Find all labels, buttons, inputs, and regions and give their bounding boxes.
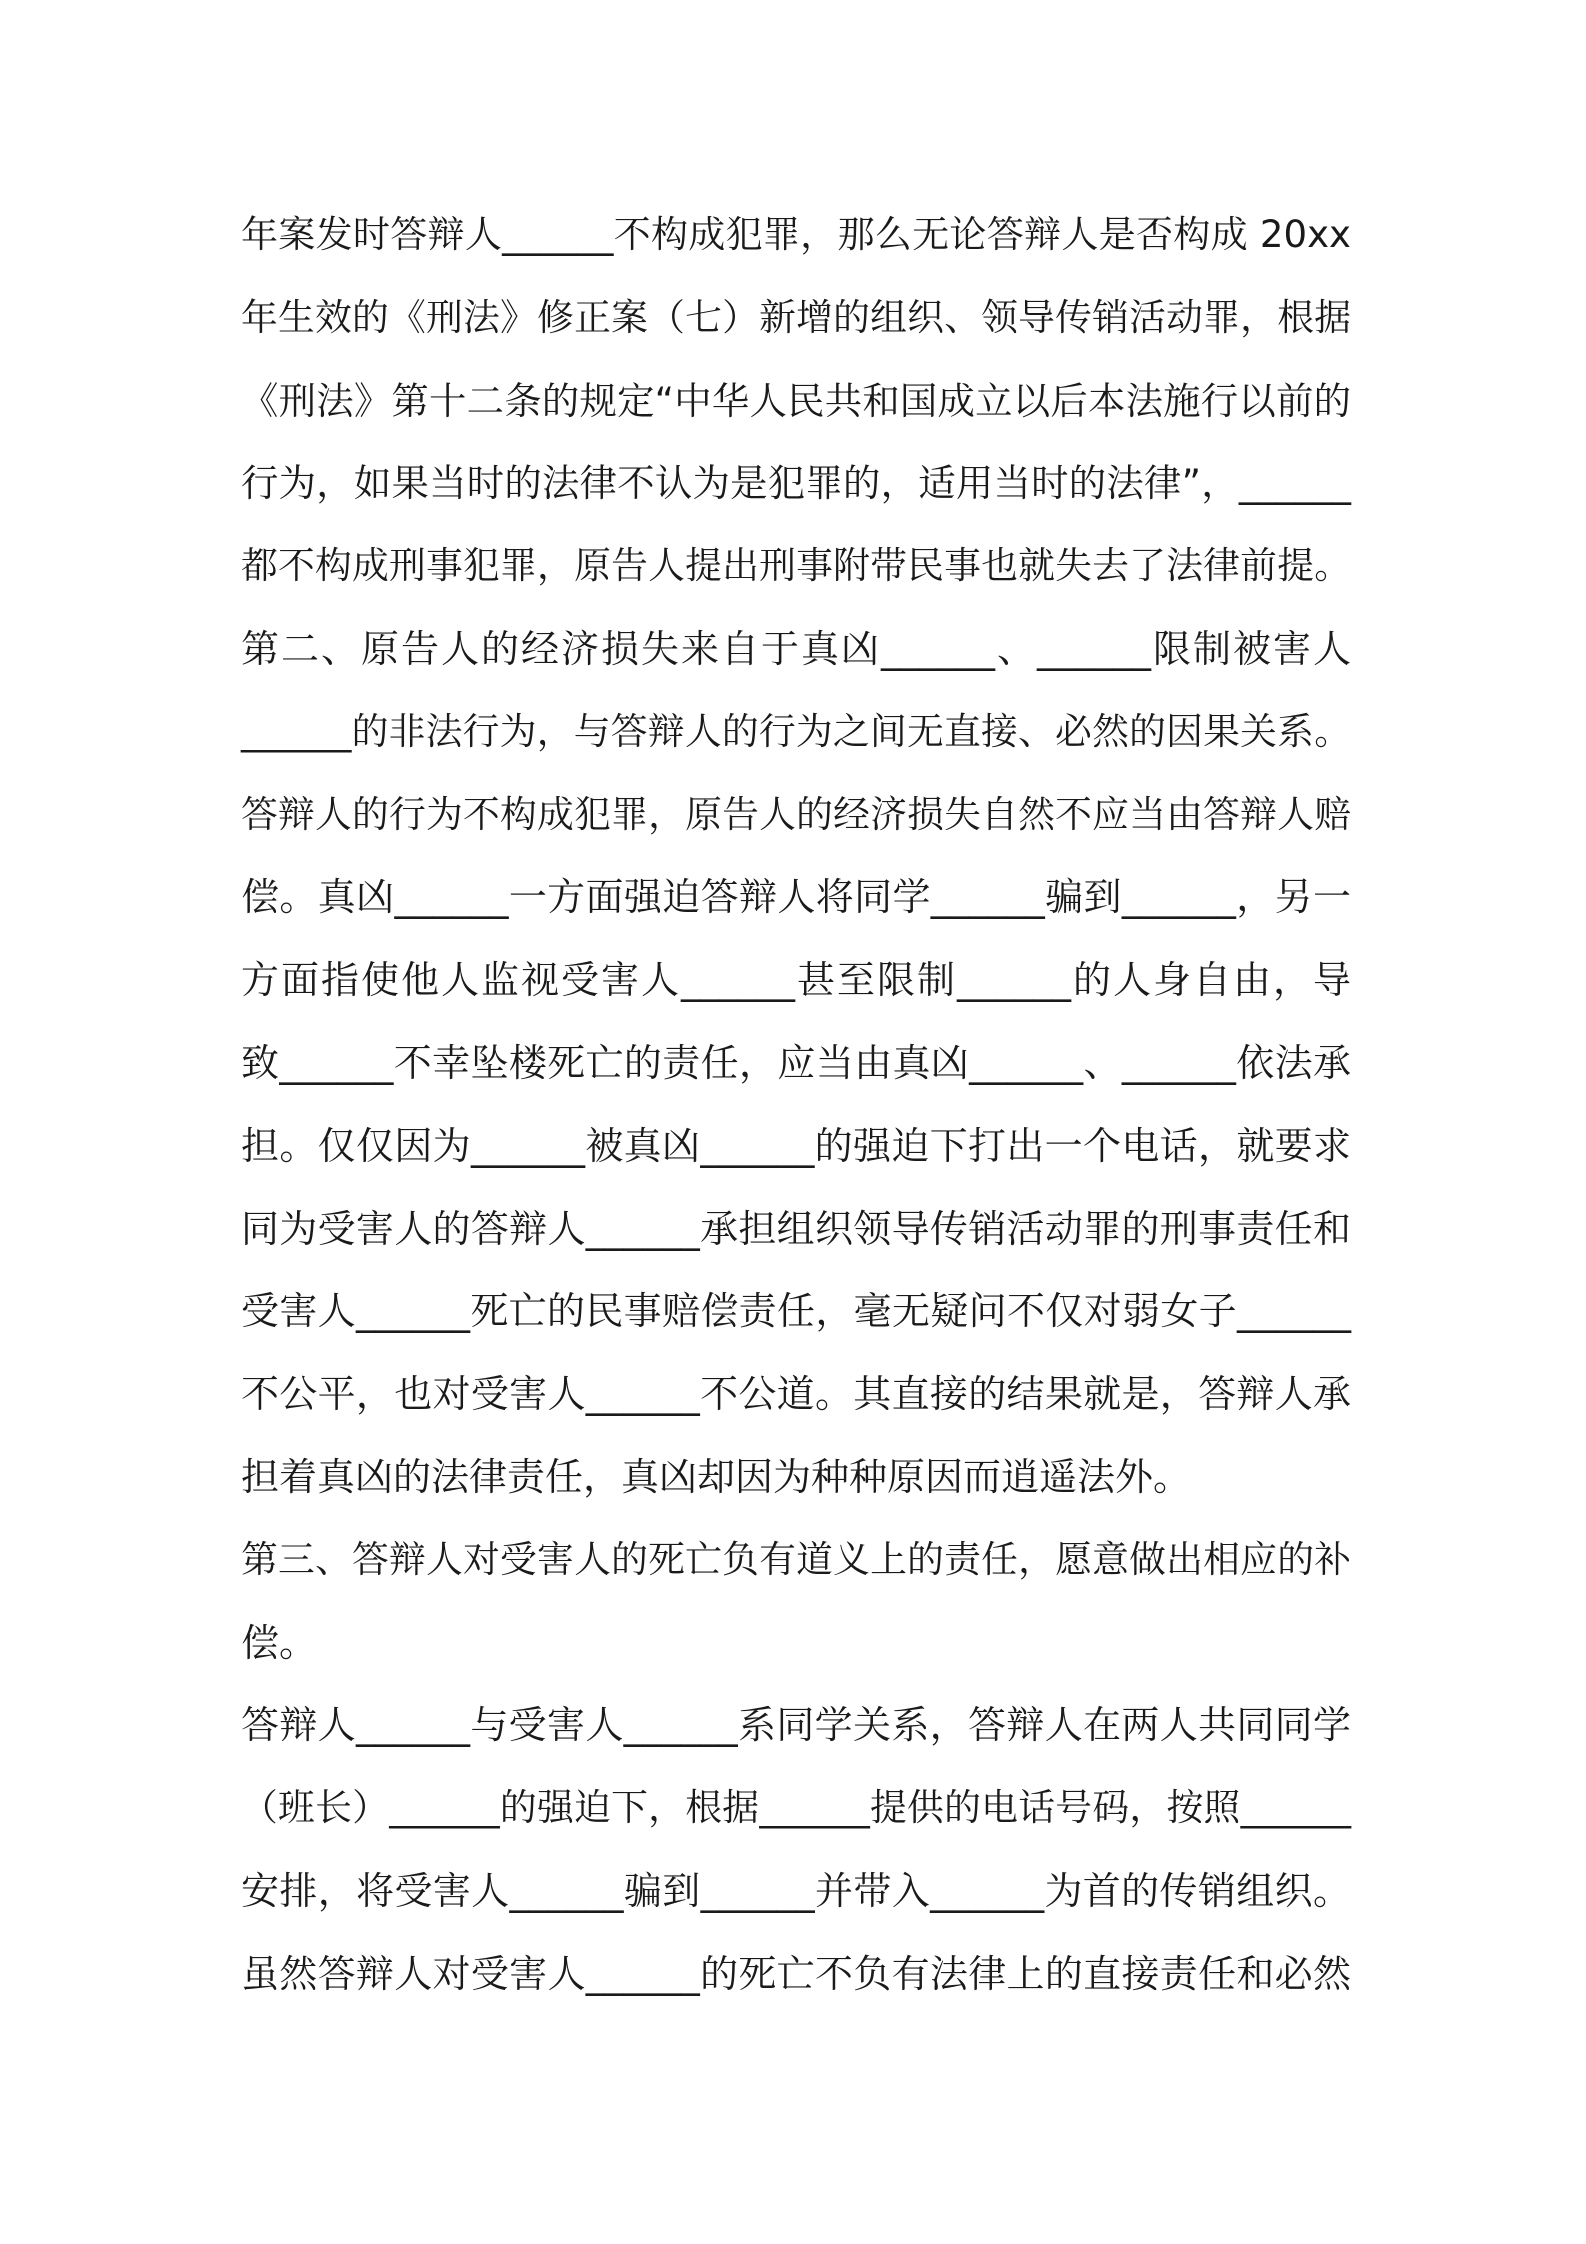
text-line: 《刑法》第十二条的规定“中华人民共和国成立以后本法施行以前的 <box>241 378 1351 423</box>
text-line: 都不构成刑事犯罪，原告人提出刑事附带民事也就失去了法律前提。 <box>241 544 1351 588</box>
text-line: 第二、原告人的经济损失来自于真凶______、______限制被害人 <box>241 626 1351 671</box>
text-line: 同为受害人的答辩人______承担组织领导传销活动罪的刑事责任和 <box>241 1206 1351 1251</box>
text-line: 年案发时答辩人______不构成犯罪，那么无论答辩人是否构成 20xx <box>241 213 1351 256</box>
text-line: 虽然答辩人对受害人______的死亡不负有法律上的直接责任和必然 <box>241 1951 1351 1996</box>
text-line: 担着真凶的法律责任，真凶却因为种种原因而逍遥法外。 <box>241 1454 1192 1499</box>
text-line: 担。仅仅因为______被真凶______的强迫下打出一个电话，就要求 <box>241 1123 1351 1168</box>
text-line: 年生效的《刑法》修正案（七）新增的组织、领导传销活动罪，根据 <box>241 295 1351 339</box>
text-line: 第三、答辩人对受害人的死亡负有道义上的责任，愿意做出相应的补 <box>241 1537 1351 1581</box>
text-line: ______的非法行为，与答辩人的行为之间无直接、必然的因果关系。 <box>241 709 1351 753</box>
body-text <box>241 194 1351 2016</box>
text-line: 不公平，也对受害人______不公道。其直接的结果就是，答辩人承 <box>241 1372 1351 1417</box>
text-line: 偿。真凶______一方面强迫答辩人将同学______骗到______，另一 <box>241 875 1351 920</box>
text-line: 行为，如果当时的法律不认为是犯罪的，适用当时的法律”，______ <box>241 461 1351 506</box>
text-line: 方面指使他人监视受害人______甚至限制______的人身自由，导 <box>241 958 1351 1003</box>
text-line: 答辩人______与受害人______系同学关系，答辩人在两人共同同学 <box>241 1703 1351 1748</box>
text-line: 答辩人的行为不构成犯罪，原告人的经济损失自然不应当由答辩人赔 <box>241 792 1351 836</box>
text-line: 致______不幸坠楼死亡的责任，应当由真凶______、______依法承 <box>241 1040 1351 1085</box>
text-line: （班长）______的强迫下，根据______提供的电话号码，按照______ <box>241 1786 1351 1830</box>
text-line: 安排，将受害人______骗到______并带入______为首的传销组织。 <box>241 1868 1351 1913</box>
text-line: 偿。 <box>241 1620 318 1665</box>
text-line: 受害人______死亡的民事赔偿责任，毫无疑问不仅对弱女子______ <box>241 1289 1351 1334</box>
